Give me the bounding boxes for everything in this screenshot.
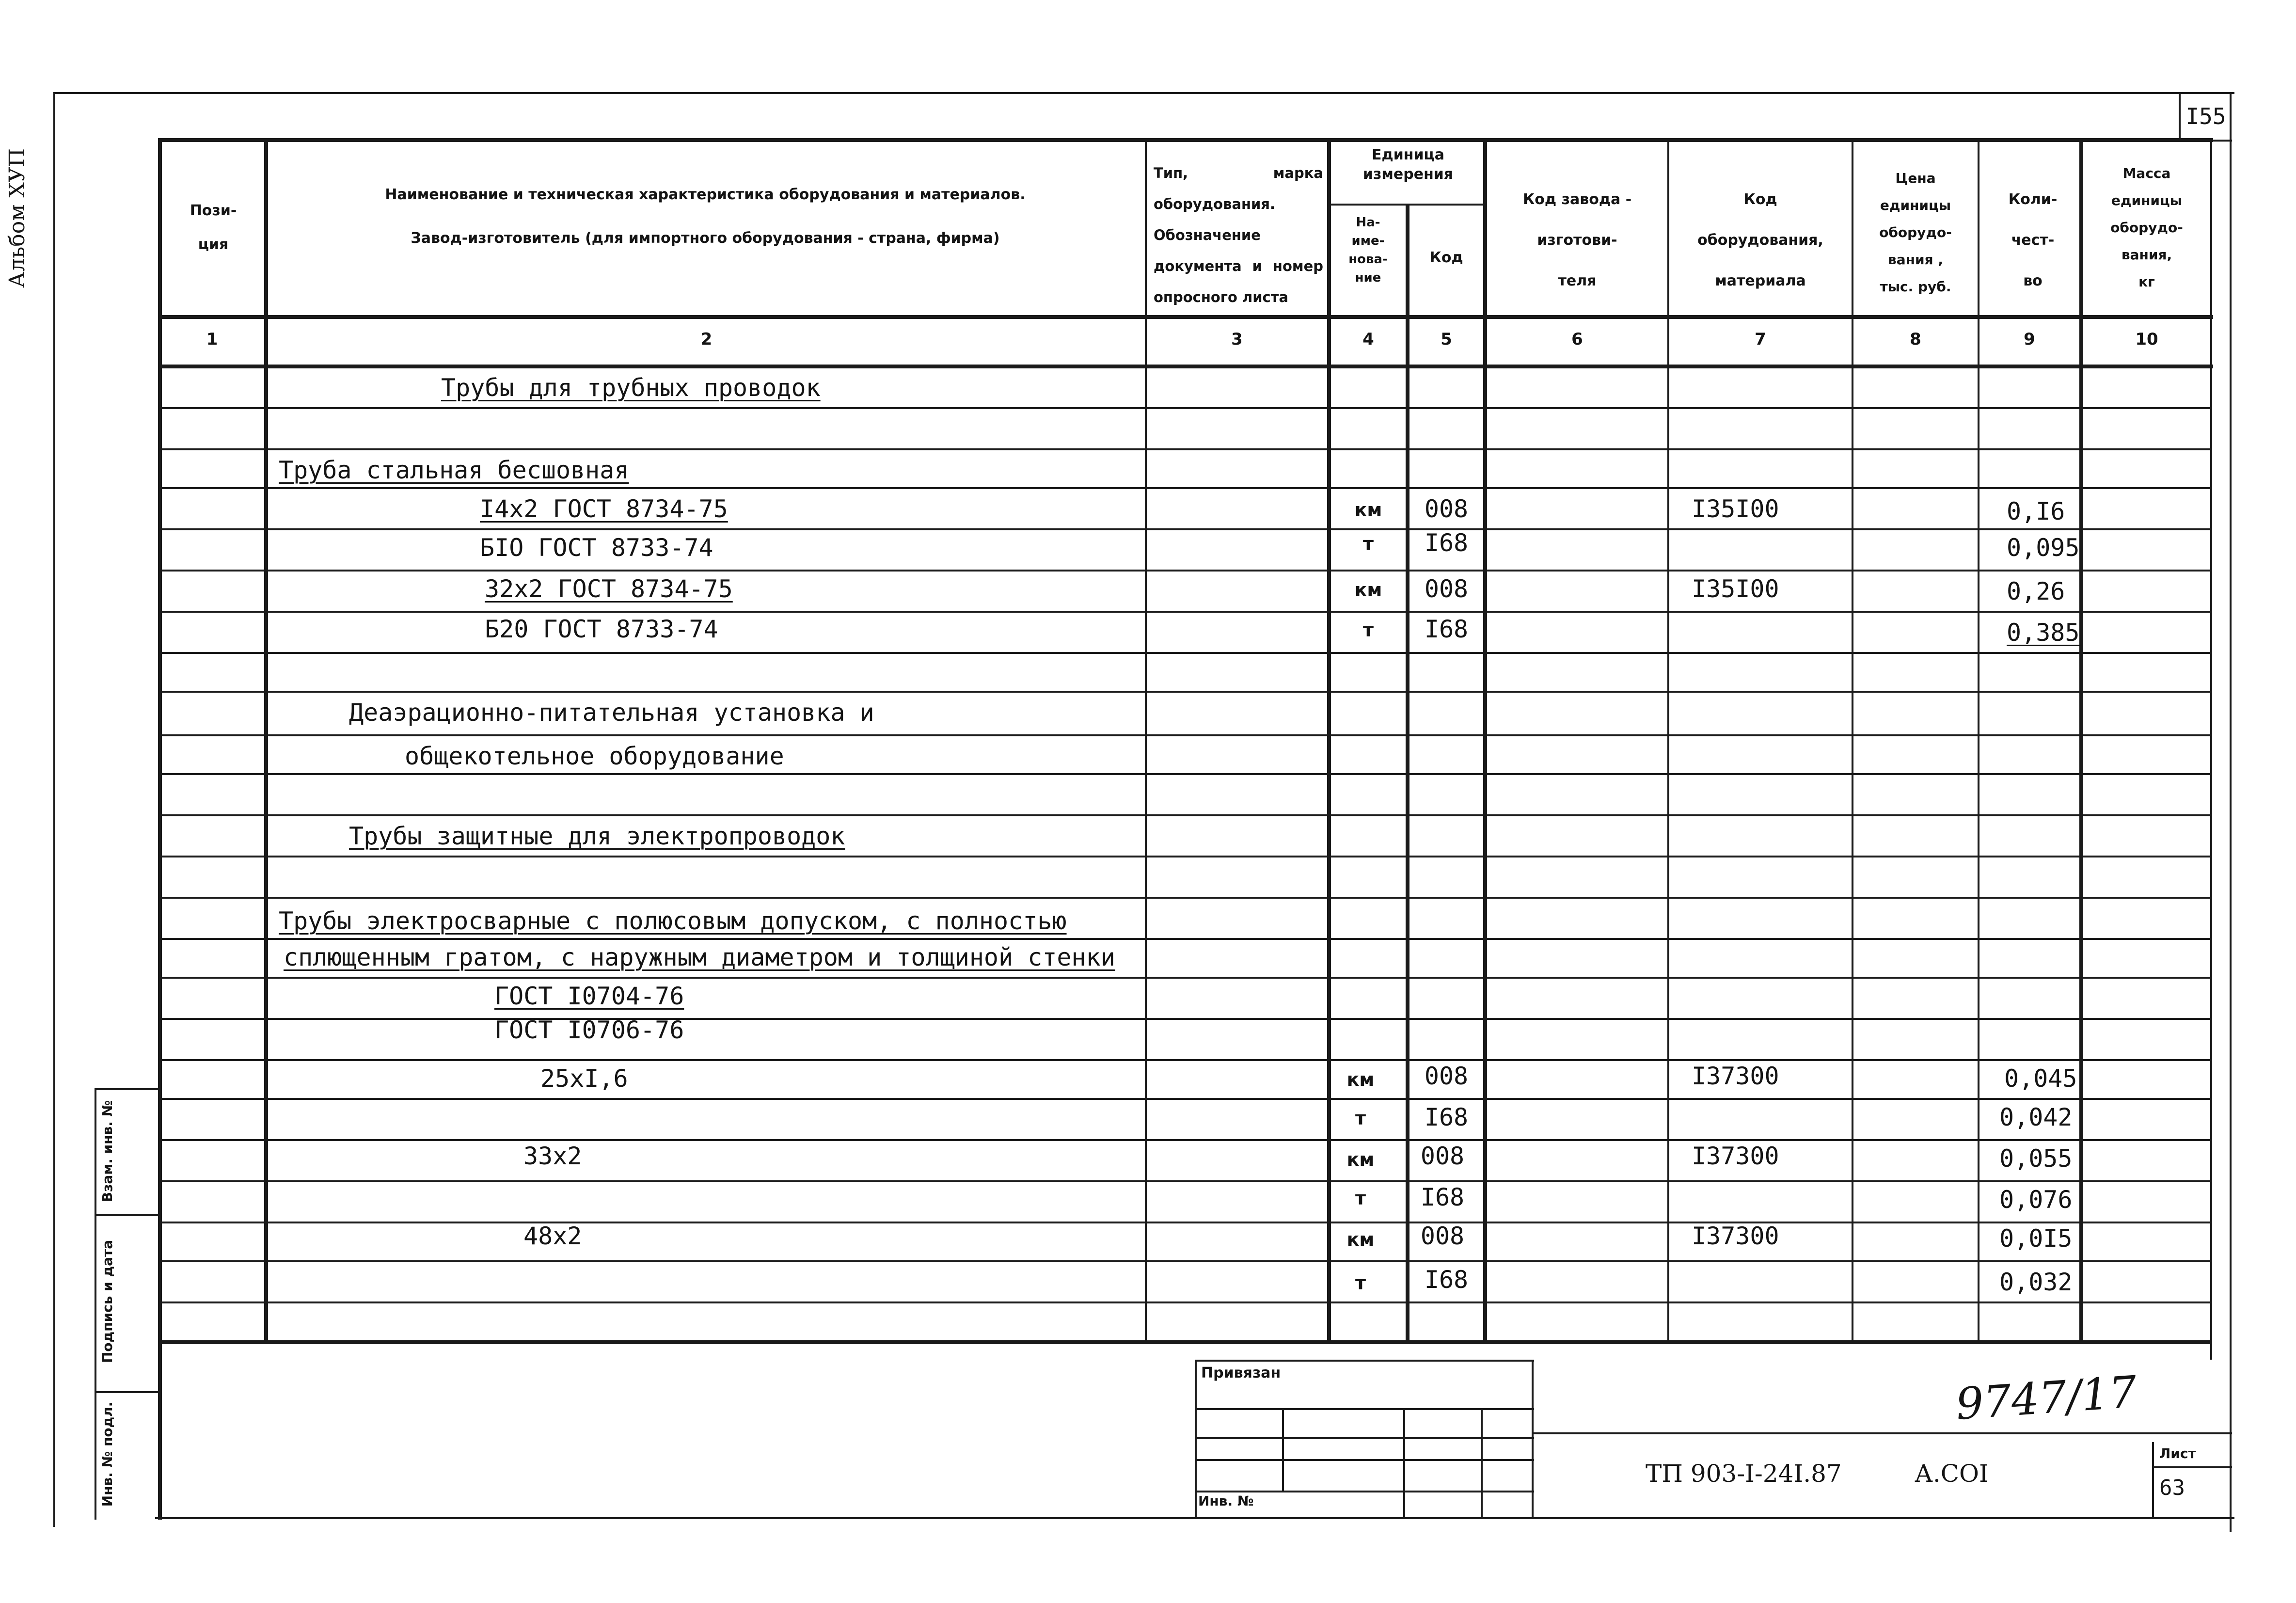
- col-line-1: [264, 138, 268, 1343]
- header-unit-code: Код: [1429, 249, 1463, 266]
- table-bottom-line: [160, 1340, 2210, 1344]
- frame-bottom-line: [155, 1517, 2234, 1519]
- document-suffix: А.COI: [1915, 1460, 1989, 1488]
- quantity: 0,045: [2004, 1064, 2077, 1093]
- stamp-line: [1195, 1491, 1534, 1492]
- quantity: 0,095: [2007, 534, 2080, 562]
- unit-name: км: [1346, 1149, 1375, 1170]
- unit-code: I68: [1424, 1103, 1469, 1131]
- unit-code: I68: [1424, 1266, 1469, 1294]
- row-line: [160, 448, 2210, 450]
- header-name-line2: Завод-изготовитель (для импортного оборудования - страна, фирма): [411, 230, 1000, 247]
- handwritten-number: 9747/17: [1954, 1366, 2139, 1430]
- row-line: [160, 773, 2210, 775]
- unit-name: км: [1346, 1229, 1375, 1250]
- stamp-bound-label: Привязан: [1201, 1365, 1281, 1381]
- title-block-sheet-left: [2152, 1442, 2154, 1517]
- colnum-9: 9: [2024, 330, 2035, 349]
- frame-left-line: [53, 92, 55, 1527]
- quantity: 0,26: [2007, 577, 2065, 605]
- item-name: 32x2 ГОСТ 8734-75: [485, 575, 733, 603]
- table-top-border: [158, 138, 2213, 142]
- col-line-9: [2079, 138, 2083, 1343]
- document-code: ТП 903-I-24I.87: [1646, 1460, 1842, 1488]
- header-bottom-line: [158, 315, 2213, 319]
- row-line: [160, 977, 2210, 979]
- row-line: [160, 1301, 2210, 1303]
- col-line-2: [1145, 138, 1147, 1343]
- unit-code: 008: [1420, 1222, 1465, 1250]
- colnum-8: 8: [1910, 330, 1921, 349]
- unit-code: 008: [1420, 1142, 1465, 1170]
- unit-subheader-line: [1327, 204, 1487, 206]
- stamp-line: [1195, 1437, 1534, 1439]
- stamp-col: [1403, 1408, 1405, 1517]
- unit-code: 008: [1424, 495, 1469, 523]
- row-line: [160, 1180, 2210, 1182]
- row-line: [160, 652, 2210, 654]
- col-line-7: [1852, 138, 1853, 1343]
- section-title: Трубы защитные для электропроводок: [349, 822, 845, 850]
- colnum-1: 1: [206, 330, 218, 349]
- section-title: Трубы для трубных проводок: [441, 374, 821, 402]
- unit-name: км: [1346, 1069, 1375, 1090]
- item-name: I4x2 ГОСТ 8734-75: [480, 495, 728, 523]
- row-line: [160, 1098, 2210, 1100]
- item-name: БIO ГОСТ 8733-74: [480, 534, 713, 562]
- item-name: ГОСТ I0706-76: [494, 1016, 684, 1044]
- item-name: Б20 ГОСТ 8733-74: [485, 615, 718, 643]
- side-stamp-left: [95, 1088, 96, 1520]
- sheet-number: 63: [2159, 1476, 2185, 1500]
- item-name: 48x2: [523, 1222, 582, 1250]
- material-code: I35I00: [1692, 495, 1779, 523]
- header-unit: Единица измерения: [1362, 146, 1454, 183]
- row-line: [160, 407, 2210, 409]
- unit-name: т: [1355, 1272, 1366, 1294]
- colnum-6: 6: [1571, 330, 1583, 349]
- row-line: [160, 1260, 2210, 1262]
- stamp-inv-label: Инв. №: [1198, 1493, 1254, 1509]
- row-line: [160, 1139, 2210, 1141]
- unit-code: 008: [1424, 575, 1469, 603]
- stamp-line: [1195, 1459, 1534, 1461]
- section-title: общекотельное оборудование: [405, 742, 784, 770]
- stamp-col: [1481, 1408, 1483, 1517]
- section-title: Деаэрационно-питательная установка и: [349, 698, 874, 727]
- row-line: [160, 1018, 2210, 1020]
- header-position: Пози- ция: [190, 202, 237, 253]
- frame-top-line: [53, 92, 2234, 94]
- colnum-2: 2: [700, 330, 713, 349]
- album-label: Альбом ХУП: [5, 148, 30, 288]
- item-name: Трубы электросварные с полюсовым допуском, с полностью: [279, 907, 1067, 935]
- colnum-5: 5: [1441, 330, 1452, 349]
- col-line-8: [1978, 138, 1979, 1343]
- quantity: 0,032: [1999, 1268, 2073, 1296]
- frame-right-line: [2230, 92, 2232, 1532]
- side-inv-original: Инв. № подл.: [99, 1401, 115, 1507]
- header-unit-name: На- име- нова- ние: [1348, 215, 1388, 285]
- row-line: [160, 487, 2210, 489]
- quantity: 0,385: [2007, 619, 2080, 647]
- row-line: [160, 570, 2210, 571]
- item-name: ГОСТ I0704-76: [494, 982, 684, 1010]
- quantity: 0,076: [1999, 1186, 2073, 1214]
- unit-name: т: [1355, 1108, 1366, 1129]
- row-line: [160, 528, 2210, 530]
- colnum-7: 7: [1755, 330, 1766, 349]
- stamp-col: [1282, 1408, 1284, 1491]
- page-number: I55: [2185, 103, 2226, 129]
- unit-code: I68: [1424, 529, 1469, 557]
- colnum-10: 10: [2135, 330, 2158, 349]
- colnum-bottom-line: [158, 365, 2213, 368]
- row-line: [160, 856, 2210, 857]
- side-replace-inv: Взам. инв. №: [99, 1100, 115, 1203]
- row-line: [160, 1222, 2210, 1223]
- stamp-line: [1195, 1408, 1534, 1410]
- row-line: [160, 897, 2210, 899]
- col-line-5: [1483, 138, 1487, 1343]
- quantity: 0,055: [1999, 1144, 2073, 1173]
- header-factory-code: Код завода - изготови- теля: [1522, 191, 1632, 289]
- item-name: 33x2: [523, 1142, 582, 1170]
- table-right-border: [2210, 138, 2212, 1360]
- material-code: I37300: [1692, 1222, 1779, 1250]
- title-block-sheet-line: [2152, 1466, 2232, 1468]
- unit-name: т: [1362, 619, 1374, 641]
- row-line: [160, 734, 2210, 736]
- item-name: 25xI,6: [540, 1064, 628, 1093]
- header-type: Тип, марка оборудования. Обозначение документа и номер опросного листа: [1154, 165, 1323, 305]
- row-line: [160, 938, 2210, 940]
- quantity: 0,I6: [2007, 497, 2065, 525]
- stamp-top: [1195, 1360, 1534, 1362]
- material-code: I37300: [1692, 1142, 1779, 1170]
- header-price: Цена единицы оборудо- вания , тыс. руб.: [1879, 170, 1952, 295]
- side-sign-date: Подпись и дата: [99, 1239, 115, 1364]
- quantity: 0,0I5: [1999, 1224, 2073, 1253]
- unit-code: I68: [1424, 615, 1469, 643]
- title-block-top: [1532, 1432, 2232, 1434]
- header-quantity: Коли- чест- во: [2008, 191, 2058, 289]
- row-line: [160, 1059, 2210, 1061]
- sheet-label: Лист: [2159, 1445, 2196, 1461]
- row-line: [160, 691, 2210, 693]
- colnum-3: 3: [1231, 330, 1243, 349]
- row-line: [160, 611, 2210, 613]
- item-name: Труба стальная бесшовная: [279, 456, 629, 484]
- unit-code: 008: [1424, 1062, 1469, 1090]
- unit-code: I68: [1420, 1183, 1465, 1211]
- unit-name: т: [1362, 533, 1374, 555]
- colnum-4: 4: [1362, 330, 1374, 349]
- material-code: I35I00: [1692, 575, 1779, 603]
- row-line: [160, 814, 2210, 816]
- header-name-line1: Наименование и техническая характеристика оборудования и материалов.: [385, 186, 1026, 203]
- header-mass: Масса единицы оборудо- вания, кг: [2110, 165, 2183, 290]
- header-material-code: Код оборудования, материала: [1697, 191, 1823, 289]
- col-line-6: [1667, 138, 1669, 1343]
- unit-name: км: [1354, 579, 1382, 601]
- material-code: I37300: [1692, 1062, 1779, 1090]
- unit-name: км: [1354, 499, 1382, 521]
- item-name: сплющенным гратом, с наружным диаметром и толщиной стенки: [284, 943, 1115, 971]
- side-stamp-line: [95, 1088, 160, 1090]
- quantity: 0,042: [1999, 1103, 2073, 1131]
- unit-name: т: [1355, 1188, 1366, 1209]
